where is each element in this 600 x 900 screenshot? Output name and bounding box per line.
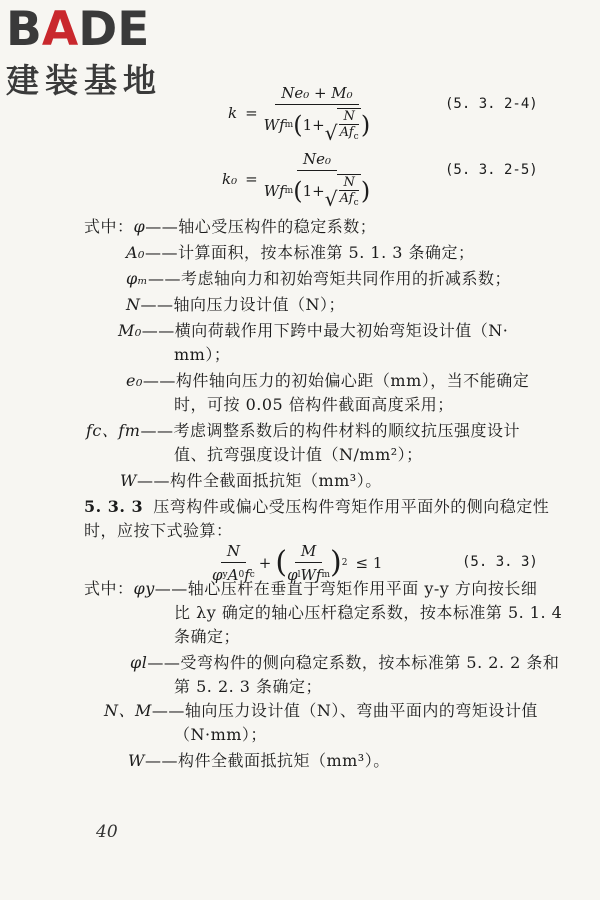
formula-numerator: Ne₀ [297,150,337,171]
list-item: N、M——轴向压力设计值（N）、弯曲平面内的弯矩设计值 [104,701,538,720]
list-item: A₀——计算面积，按本标准第 5. 1. 3 条确定； [126,243,475,262]
formula-rhs: ≤ 1 [355,554,383,572]
formula-k0: k₀ = Ne₀ Wf m ( 1+ √ N $Af_c$ ) (5. 3. 2-5) [222,150,538,211]
list-item-continuation: 比 λy 确定的轴心压杆稳定系数，按本标准第 5. 1. 4 [174,603,563,622]
where-list-1: 式中：φ——轴心受压构件的稳定系数； [84,217,377,236]
formula-k: k = Ne₀ + M₀ Wf m ( 1+ √ N $Af_c$ ) (5. 3. 2-4) [228,84,538,145]
list-item: φₘ——考虑轴向力和初始弯矩共同作用的折减系数； [126,269,512,288]
list-item-continuation: mm）； [174,345,231,364]
logo-chinese: 建装基地 [6,61,162,100]
where-list-2: 式中：φy——轴心压杆在垂直于弯矩作用平面 y-y 方向按长细 [84,579,538,598]
section-number: 5. 3. 3 [84,497,144,516]
list-item-continuation: 条确定； [174,627,241,646]
list-item: fc、fm——考虑调整系数后的构件材料的顺纹抗压强度设计 [86,421,520,440]
list-item-continuation: 时，可按 0.05 倍构件截面高度采用； [174,395,454,414]
section-heading [84,496,549,518]
list-item: W——构件全截面抵抗矩（mm³）。 [120,471,382,490]
list-item: e₀——构件轴向压力的初始偏心距（mm），当不能确定 [126,371,530,390]
list-item: N——轴向压力设计值（N）； [126,295,346,314]
list-item-continuation: 第 5. 2. 3 条确定； [174,677,323,696]
equation-number: (5. 3. 2-5) [445,162,538,178]
formula-lhs: k [228,104,238,122]
formula-denominator: Wf [263,116,285,134]
equation-number: (5. 3. 3) [462,554,538,570]
section-text: 压弯构件或偏心受压构件弯矩作用平面外的侧向稳定性 [153,497,550,516]
list-item-continuation: 值、抗弯强度设计值（N/mm²）； [174,445,423,464]
formula-numerator: Ne₀ + M₀ [275,84,359,105]
list-item: M₀——横向荷载作用下跨中最大初始弯矩设计值（N· [118,321,509,340]
list-item: W——构件全截面抵抗矩（mm³）。 [128,751,390,770]
formula-denominator: Wf [263,182,285,200]
logo-wordmark: BADE [6,2,150,57]
formula-lhs: k₀ [222,170,238,188]
formula-stability: N φ y A 0 f c + ( M φ l Wf m ) 2 ≤ 1 (5. 3. 3) [212,542,538,584]
equation-number: (5. 3. 2-4) [445,96,538,112]
list-item-continuation: （N·mm）； [174,725,267,744]
list-item: φl——受弯构件的侧向稳定系数，按本标准第 5. 2. 2 条和 [130,653,560,672]
section-text-continuation: 时，应按下式验算： [84,521,233,540]
page-number: 40 [96,822,118,842]
